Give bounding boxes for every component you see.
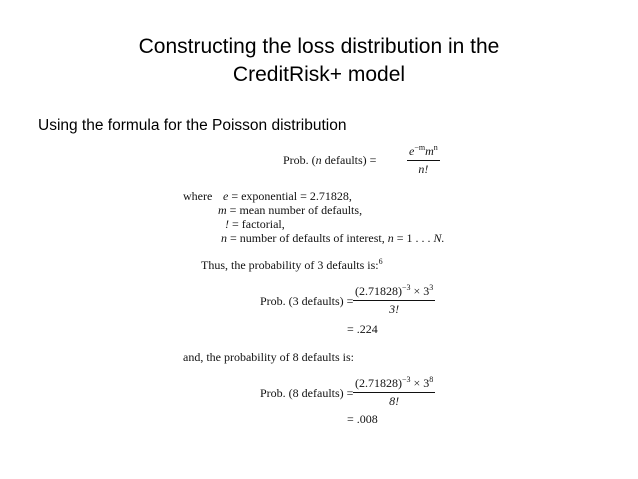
slide-title bbox=[0, 33, 638, 89]
example-8-result: = .008 bbox=[347, 412, 378, 426]
den-text: 3! bbox=[389, 302, 400, 316]
num-base: (2.71828) bbox=[355, 376, 402, 390]
example-8-denominator bbox=[389, 394, 399, 409]
poisson-denominator bbox=[418, 162, 428, 177]
factorial-symbol: ! bbox=[225, 217, 229, 231]
example-8-lhs: Prob. (8 defaults) = bbox=[260, 386, 354, 400]
fraction-bar bbox=[353, 300, 435, 301]
footnote-marker: 6 bbox=[378, 257, 383, 266]
example-3-fraction bbox=[353, 284, 435, 317]
n-range-end: N. bbox=[433, 231, 445, 245]
definitions-where: where bbox=[183, 189, 213, 203]
n-range-var: n bbox=[387, 231, 394, 245]
slide-subtitle: Using the formula for the Poisson distribution bbox=[38, 117, 347, 134]
n-range: = 1 . . . bbox=[396, 231, 431, 245]
title-line-2: CreditRisk+ model bbox=[232, 63, 406, 86]
num-times-exp: 3 bbox=[429, 283, 434, 292]
lhs-var: n bbox=[315, 153, 322, 167]
num-times-exp: 8 bbox=[429, 375, 434, 384]
num-times: × 3 bbox=[413, 376, 430, 390]
definition-n bbox=[221, 231, 445, 246]
den-text: 8! bbox=[389, 394, 400, 408]
definition-m bbox=[218, 203, 362, 218]
num-exp: −3 bbox=[402, 375, 411, 384]
fraction-bar bbox=[353, 392, 435, 393]
poisson-numerator bbox=[407, 144, 440, 159]
num-exp: −3 bbox=[402, 283, 411, 292]
num-times: × 3 bbox=[413, 284, 430, 298]
example-3-intro-text: Thus, the probability of 3 defaults is: bbox=[201, 258, 379, 272]
e-symbol: e bbox=[223, 189, 229, 203]
lhs-prefix: Prob. ( bbox=[283, 153, 316, 167]
e-definition: = exponential = 2.71828, bbox=[231, 189, 352, 203]
m-symbol: m bbox=[218, 203, 227, 217]
num-base: e bbox=[409, 144, 415, 158]
example-8-numerator bbox=[353, 376, 435, 391]
example-3-lhs: Prob. (3 defaults) = bbox=[260, 294, 354, 308]
title-line-1: Constructing the loss distribution in the bbox=[138, 35, 500, 58]
definition-factorial bbox=[225, 217, 285, 232]
example-3-result: = .224 bbox=[347, 322, 378, 336]
example-8-intro: and, the probability of 8 defaults is: bbox=[183, 350, 354, 364]
lhs-suffix: defaults) = bbox=[321, 153, 377, 167]
example-8-fraction bbox=[353, 376, 435, 409]
num-exp: −m bbox=[414, 143, 426, 152]
example-3-denominator bbox=[389, 302, 399, 317]
definition-e bbox=[223, 189, 352, 204]
den-text: n! bbox=[418, 162, 429, 176]
num-var-exp: n bbox=[433, 143, 438, 152]
example-3-numerator bbox=[353, 284, 435, 299]
n-definition: = number of defaults of interest, bbox=[230, 231, 385, 245]
poisson-formula-lhs bbox=[283, 153, 376, 168]
poisson-formula-fraction bbox=[407, 144, 440, 177]
example-3-intro bbox=[201, 258, 383, 273]
m-definition: = mean number of defaults, bbox=[229, 203, 363, 217]
num-var: m bbox=[425, 144, 434, 158]
fraction-bar bbox=[407, 160, 440, 161]
factorial-definition: = factorial, bbox=[232, 217, 285, 231]
scanned-formula-image bbox=[175, 140, 475, 430]
num-base: (2.71828) bbox=[355, 284, 402, 298]
n-symbol: n bbox=[221, 231, 227, 245]
